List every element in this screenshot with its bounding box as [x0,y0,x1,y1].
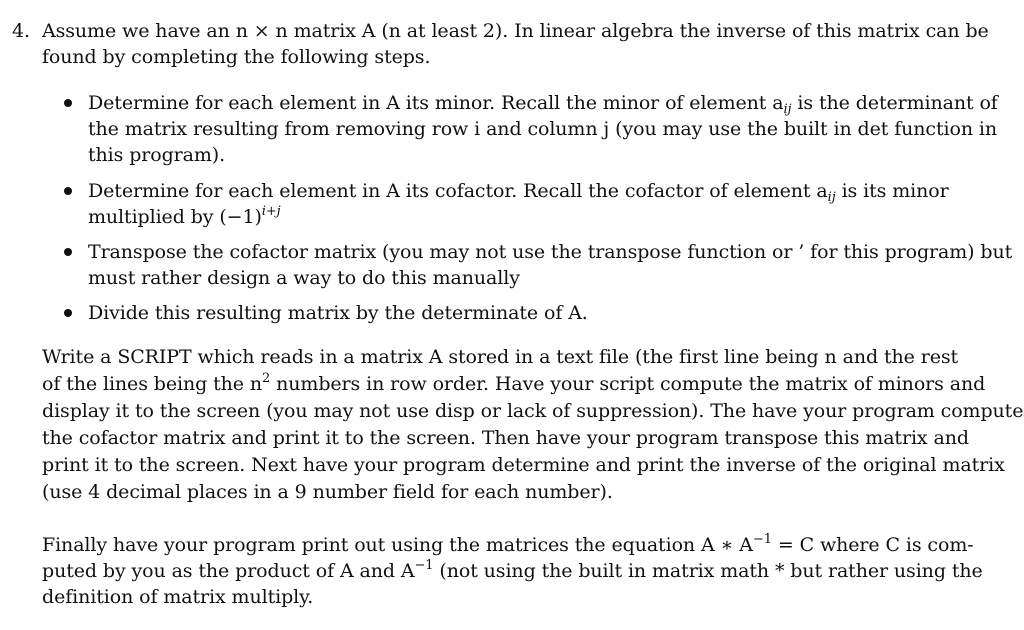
step-2-superscript: i+j [261,204,281,219]
script-paragraph-line-3: display it to the screen (you may not use disp or lack of suppression). The have your program compute [42,400,1024,422]
step-3-line-1: Transpose the cofactor matrix (you may not use the transpose function or ’ for this program) but [88,241,1013,263]
bullet-2 [64,187,72,195]
step-2-subscript: ij [827,190,836,205]
step-1-line-1: Determine for each element in A its minor. Recall the minor of element $a_{ij}$ is the determinant of [88,92,998,117]
step-1-line-2: the matrix resulting from removing row i and column j (you may use the built in det function in [88,118,998,140]
bullet-4 [64,309,72,317]
problem-number: 4. [12,20,30,42]
final-paragraph-line-3: definition of matrix multiply. [42,586,314,608]
intro-line-1: Assume we have an n × n matrix A (n at least 2). In linear algebra the inverse of this matrix can be [42,20,989,42]
script-paragraph-line-2: of the lines being the $n^2$ numbers in row order. Have your script compute the matrix of minors and [42,371,986,395]
final-paragraph-line-1: Finally have your program print out using the matrices the equation A ∗ $A^{-1} = C$ where C is com- [42,532,974,556]
inverse-superscript-2: −1 [414,558,434,573]
step-1-subscript: ij [783,102,792,117]
script-paragraph-line-4: the cofactor matrix and print it to the screen. Then have your program transpose this matrix and [42,427,969,449]
step-4-line-1: Divide this resulting matrix by the determinate of A. [88,302,588,324]
step-3-line-2: must rather design a way to do this manually [88,267,520,289]
script-paragraph-line-6: (use 4 decimal places in a 9 number field for each number). [42,481,613,503]
bullet-3 [64,248,72,256]
intro-line-2: found by completing the following steps. [42,46,431,68]
script-paragraph-line-1: Write a SCRIPT which reads in a matrix A stored in a text file (the first line being n and the rest [42,346,959,368]
final-paragraph-line-2: puted by you as the product of A and $A^{-1}$ (not using the built in matrix math * but rather using the [42,558,983,582]
bullet-1 [64,99,72,107]
step-1-line-3: this program). [88,144,226,166]
step-2-line-1: Determine for each element in A its cofactor. Recall the cofactor of element $a_{ij}$ is its minor [88,180,949,205]
n-squared-superscript: 2 [262,371,271,386]
inverse-superscript-1: −1 [752,532,772,547]
script-paragraph-line-5: print it to the screen. Next have your program determine and print the inverse of the original matrix [42,454,1005,476]
step-2-line-2: multiplied by $(-1)^{i+j}$ [88,204,281,228]
